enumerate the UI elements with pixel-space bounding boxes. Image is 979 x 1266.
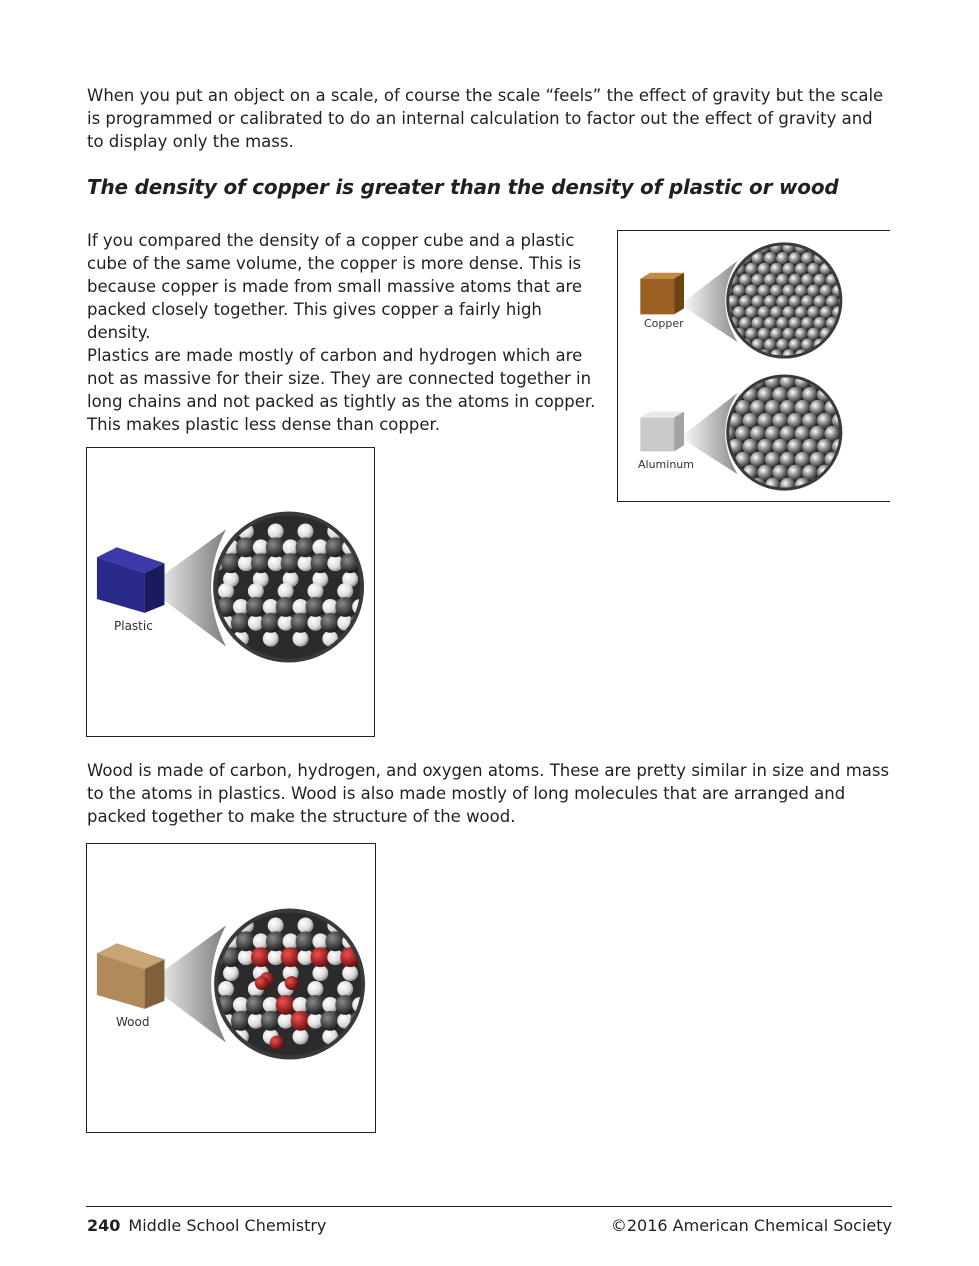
oxygen-atom [270, 1036, 284, 1050]
metal-atom [824, 478, 840, 494]
metal-atom [733, 349, 746, 362]
plastic-figure [86, 447, 375, 737]
footer-left [87, 1216, 326, 1235]
copper-label: Copper [644, 317, 684, 330]
hydrogen-atom [357, 523, 373, 539]
hydrogen-atom [352, 1029, 368, 1045]
metal-atom [832, 387, 848, 403]
metal-atom [713, 361, 729, 377]
metal-atom [839, 400, 855, 416]
metal-atom [838, 338, 851, 351]
footer-rule [86, 1206, 892, 1207]
plastic-label: Plastic [114, 619, 153, 633]
metal-atom [720, 374, 736, 390]
carbon-atom [276, 597, 296, 617]
hydrogen-atom [367, 615, 374, 631]
aluminum-label: Aluminum [638, 458, 694, 471]
hydrogen-atom [367, 583, 374, 599]
metal-atom [801, 231, 814, 244]
metal-atom [838, 231, 851, 244]
metal-atom [713, 465, 729, 481]
aluminum-cube [640, 412, 684, 452]
copper-cube [640, 273, 684, 315]
metal-atom [757, 361, 773, 377]
metal-atom [720, 349, 733, 362]
wood-figure [86, 843, 376, 1133]
carbon-atom [320, 613, 340, 633]
hydrogen-atom [352, 631, 368, 647]
metal-atom [838, 317, 851, 330]
metal-atom [733, 241, 746, 254]
plastic-illustration [87, 448, 374, 736]
metal-atom [727, 338, 740, 351]
carbon-atom [365, 597, 374, 617]
wood-paragraph: Wood is made of carbon, hydrogen, and oxygen atoms. These are pretty similar in size and mass to the atoms in plastics. Wood is also made mostly of long molecules that are arranged and packed together to make the structure of the wood. [87, 761, 890, 826]
metal-atom [832, 361, 848, 377]
oxygen-atom [285, 976, 299, 990]
hydrogen-atom [367, 1013, 375, 1029]
hydrogen-atom [357, 917, 373, 933]
hydrogen-atom [337, 981, 353, 997]
metal-atom [720, 241, 733, 254]
metal-atom [780, 478, 796, 494]
book-title: Middle School Chemistry [128, 1216, 327, 1235]
hydrogen-atom [367, 981, 375, 997]
plastics-paragraph: Plastics are made mostly of carbon and hydrogen which are not as massive for their size. They are connected together in long chains and not packed as tightly as the atoms in copper. This makes plastic less dense than copper. [87, 346, 596, 434]
metal-atom [832, 241, 845, 254]
metal-atom [839, 374, 855, 390]
metal-atom [839, 452, 855, 468]
page-number: 240 [87, 1216, 121, 1235]
copyright: ©2016 American Chemical Society [610, 1216, 892, 1235]
metal-atom [787, 361, 803, 377]
oxygen-atom [374, 976, 375, 990]
oxygen-atom [355, 931, 375, 951]
metal-atom [720, 478, 736, 494]
copper-atoms [714, 231, 851, 362]
metal-atom [826, 231, 839, 244]
hydrogen-atom [218, 981, 234, 997]
metal-atom [714, 252, 727, 265]
metal-atom [751, 231, 764, 244]
metal-atom [802, 361, 818, 377]
hydrogen-atom [298, 917, 314, 933]
oxygen-atom [365, 995, 375, 1015]
oxygen-atom [255, 976, 269, 990]
hydrogen-atom [278, 583, 294, 599]
metal-atom [820, 241, 833, 254]
metal-atom [824, 374, 840, 390]
metal-atom [739, 231, 752, 244]
hydrogen-atom [223, 965, 239, 981]
hydrogen-atom [307, 981, 323, 997]
metal-atom [714, 231, 727, 244]
metal-atom [813, 231, 826, 244]
metal-atom [727, 252, 740, 265]
hydrogen-atom [312, 965, 328, 981]
hydrogen-atom [268, 523, 284, 539]
hydrogen-atom [263, 631, 279, 647]
metal-atom [832, 465, 848, 481]
hydrogen-atom [342, 965, 358, 981]
metal-atom [820, 349, 833, 362]
hydrogen-atom [248, 583, 264, 599]
hydrogen-atom [268, 917, 284, 933]
carbon-atom [291, 613, 311, 633]
metals-figure [617, 230, 890, 502]
metal-atom [764, 231, 777, 244]
wood-illustration [87, 844, 375, 1132]
intro-paragraph: When you put an object on a scale, of course the scale “feels” the effect of gravity but the scale is programmed or calibrated to do an internal calculation to factor out the effect of gravity and to display only the mass. [87, 86, 884, 151]
hydrogen-atom [293, 1029, 309, 1045]
section-heading: The density of copper is greater than the density of plastic or wood [87, 175, 839, 199]
metal-atom [728, 361, 744, 377]
metal-atom [838, 252, 851, 265]
carbon-atom [266, 537, 286, 557]
carbon-atom [261, 613, 281, 633]
hydrogen-atom [293, 631, 309, 647]
carbon-atom [261, 1011, 281, 1031]
metal-atom [735, 478, 751, 494]
carbon-atom [355, 537, 374, 557]
metal-atom [817, 361, 833, 377]
hydrogen-atom [307, 583, 323, 599]
metal-atom [713, 387, 729, 403]
metal-atom [727, 231, 740, 244]
carbon-atom [325, 537, 345, 557]
wood-label: Wood [116, 1015, 150, 1029]
wood-cube [97, 943, 165, 1009]
copper-paragraph: If you compared the density of a copper cube and a plastic cube of the same volume, the copper is more dense. This is because copper is made from small massive atoms that are packed closely together. This gives copper a fairly high density. [87, 231, 583, 342]
hydrogen-atom [218, 583, 234, 599]
carbon-atom [246, 995, 266, 1015]
metal-atom [838, 274, 851, 287]
metal-atom [776, 231, 789, 244]
hydrogen-atom [298, 523, 314, 539]
metal-atom [743, 361, 759, 377]
oxygen-atom [251, 947, 271, 967]
aluminum-atoms [713, 361, 855, 493]
metal-atom [832, 349, 845, 362]
plastic-cube [97, 547, 165, 613]
metal-atom [714, 338, 727, 351]
hydrogen-atom [337, 583, 353, 599]
metal-atom [826, 338, 839, 351]
metal-atom [839, 478, 855, 494]
metal-atom [789, 231, 802, 244]
